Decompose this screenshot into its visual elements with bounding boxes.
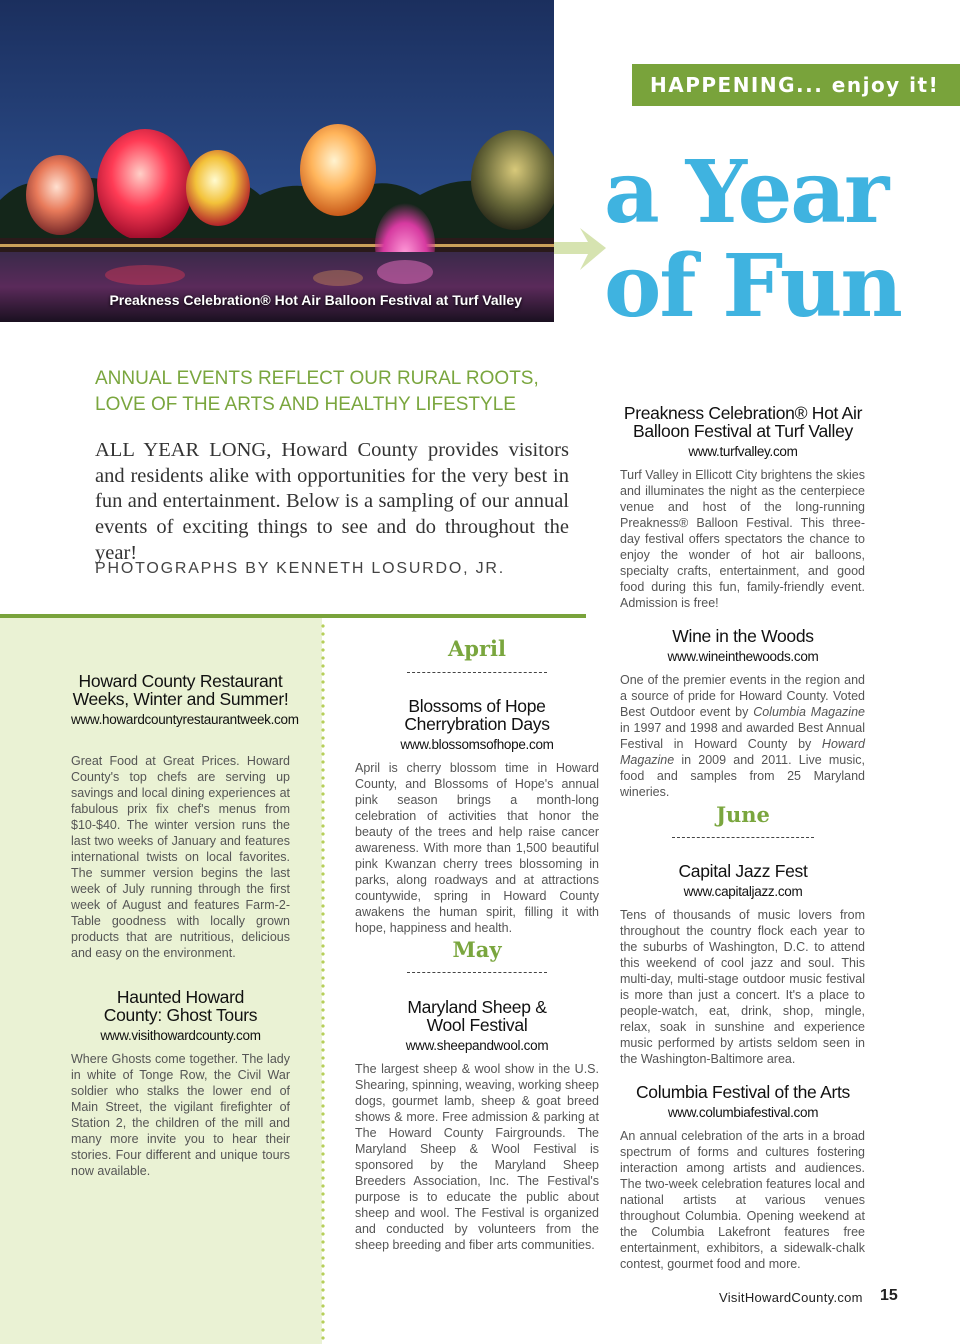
month-heading-april: April [448, 636, 506, 661]
magazine-name: Howard Magazine [620, 737, 865, 767]
month-heading-june: June [716, 802, 770, 827]
photo-credit: PHOTOGRAPHS BY KENNETH LOSURDO, JR. [95, 560, 506, 577]
dashed-divider [407, 672, 547, 673]
event-description: Where Ghosts come together. The lady in white of Tonge Row, the Civil War soldier who stalks the lower end of Main Street, the vigilant firefighter of Station 2, the children of the mill and many more invite you to hear their stories. Four different and unique tours now available. [71, 1052, 290, 1178]
page-title-line2: of Fun [604, 236, 901, 337]
event-balloon-festival [615, 404, 871, 459]
hero-caption: Preakness Celebration® Hot Air Balloon Festival at Turf Valley [109, 292, 522, 308]
hero-photo [0, 0, 554, 322]
event-title: Columbia Festival of the Arts [635, 1082, 851, 1102]
event-url-link[interactable]: www.columbiafestival.com [667, 1105, 819, 1120]
event-description: Turf Valley in Ellicott City brightens the skies and illuminates the night as the centerpiece venue and host of the long-running Preakness® Balloon Festival. This three-day festival offers spectators the chance to enjoy the wonder of hot air balloons, specialty crafts, entertainment, and good food during this fun, family-friendly event. Admission is free! [620, 468, 865, 610]
event-description: Tens of thousands of music lovers from throughout the country flock each year to the suburbs of Washington, D.C. to attend this weekend of cool jazz and soul. This multi-day, multi-stage outdoor music festival is more than just a concert. It's a place to people-watch, eat, drink, shop, mingle, relax, soak in sunshine and experience music performed by artists seldom seen in the Washington-Baltimore area. [620, 908, 865, 1066]
event-restaurant-weeks [71, 671, 299, 727]
event-title: Capital Jazz Fest [678, 861, 808, 881]
intro-headline: ANNUAL EVENTS REFLECT OUR RURAL ROOTS, LOVE OF THE ARTS AND HEALTHY LIFESTYLE [95, 368, 539, 415]
event-description: An annual celebration of the arts in a broad spectrum of forms and cultures fostering interaction among artists and audiences. The two-week celebration features local and national artists at various venues throughout Columbia. Opening weekend at the Columbia Lakefront features free entertainment, exhibitors, a sidewalk-chalk contest, gourmet food and more. [620, 1129, 865, 1271]
dashed-divider [672, 837, 814, 838]
magazine-name: Columbia Magazine [753, 705, 865, 719]
event-url-link[interactable]: www.visithowardcounty.com [100, 1028, 261, 1043]
event-url-link[interactable]: www.sheepandwool.com [405, 1038, 549, 1053]
dotted-column-divider [321, 622, 325, 1344]
chevron-arrow-icon [554, 214, 610, 278]
event-url-link[interactable]: www.capitaljazz.com [683, 884, 803, 899]
text-segment: in 1997 and 1998 and awarded Best Annual Festival in Howard County by [620, 721, 865, 751]
page-title-line1: a Year [604, 142, 888, 243]
event-url-link[interactable]: www.turfvalley.com [688, 444, 798, 459]
month-heading-may: May [452, 937, 502, 962]
event-url-link[interactable]: www.blossomsofhope.com [400, 737, 554, 752]
event-title: Haunted Howard County: Ghost Tours [103, 987, 258, 1025]
event-description: Great Food at Great Prices. Howard County's top chefs are serving up savings and local dining experiences at fabulous prix fix chef's menus from $10-$40. The winter version runs the last two weeks of January and features international twists on local favorites. The summer version begins the last week of July running through the first week of August and features Farm-2-Table goodness with locally grown products that are nutritious, delicious and easy on the environment. [71, 754, 290, 960]
text-segment: in 2009 and 2011. Live music, food and samples from 25 Maryland wineries. [620, 753, 865, 799]
page-number: 15 [880, 1287, 898, 1304]
event-title: Preakness Celebration® Hot Air Balloon Festival at Turf Valley [623, 403, 863, 441]
intro-body: ALL YEAR LONG, Howard County provides visitors and residents alike with opportunities for the very best in fun and entertainment. Below is a sampling of our annual events of exciting things to see and do throughout the year! [95, 439, 569, 564]
event-ghost-tours [71, 988, 290, 1043]
event-title: Blossoms of Hope Cherrybration Days [404, 696, 550, 734]
event-title: Wine in the Woods [672, 626, 814, 646]
event-title: Maryland Sheep & Wool Festival [407, 997, 547, 1035]
event-title: Howard County Restaurant Weeks, Winter and Summer! [72, 671, 289, 709]
dashed-divider [407, 972, 547, 973]
section-ribbon: HAPPENING... enjoy it! [632, 64, 960, 106]
event-url-link[interactable]: www.howardcountyrestaurantweek.com [71, 712, 299, 727]
balloon-festival-illustration [0, 0, 554, 322]
event-columbia-arts [615, 1083, 871, 1120]
text-segment: One of the premier events in the region and a source of pride for Howard County. Voted Best Outdoor event by [620, 673, 865, 719]
event-url-link[interactable]: www.wineinthewoods.com [667, 649, 819, 664]
event-description: The largest sheep & wool show in the U.S. Shearing, spinning, weaving, working sheep dogs, gourmet lamb, sheep & goat breed shows & more. Free admission & parking at The Howard County Fairgrounds. The Maryland Sheep & Wool Festival is sponsored by the Maryland Sheep Breeders Association, Inc. The Festival's purpose is to educate the public about sheep and wool. The Festival is organized and conducted by volunteers from the sheep breeding and fiber arts communities. [355, 1062, 599, 1252]
event-description [620, 672, 865, 800]
event-wine-woods [615, 627, 871, 664]
event-capital-jazz [615, 862, 871, 899]
event-cherrybration [355, 697, 599, 752]
event-sheep-wool [355, 998, 599, 1053]
event-description: April is cherry blossom time in Howard County, and Blossoms of Hope's annual pink season brings a month-long celebration of activities that honor the beauty of the trees and help raise cancer awareness. With more than 1,500 beautiful pink Kwanzan cherry trees blossoming in parks, along roadways and at attractions countywide, spring in Howard County awakens the human spirit, filling it with hope, happiness and health. [355, 761, 599, 935]
footer-website[interactable]: VisitHowardCounty.com [719, 1290, 863, 1305]
